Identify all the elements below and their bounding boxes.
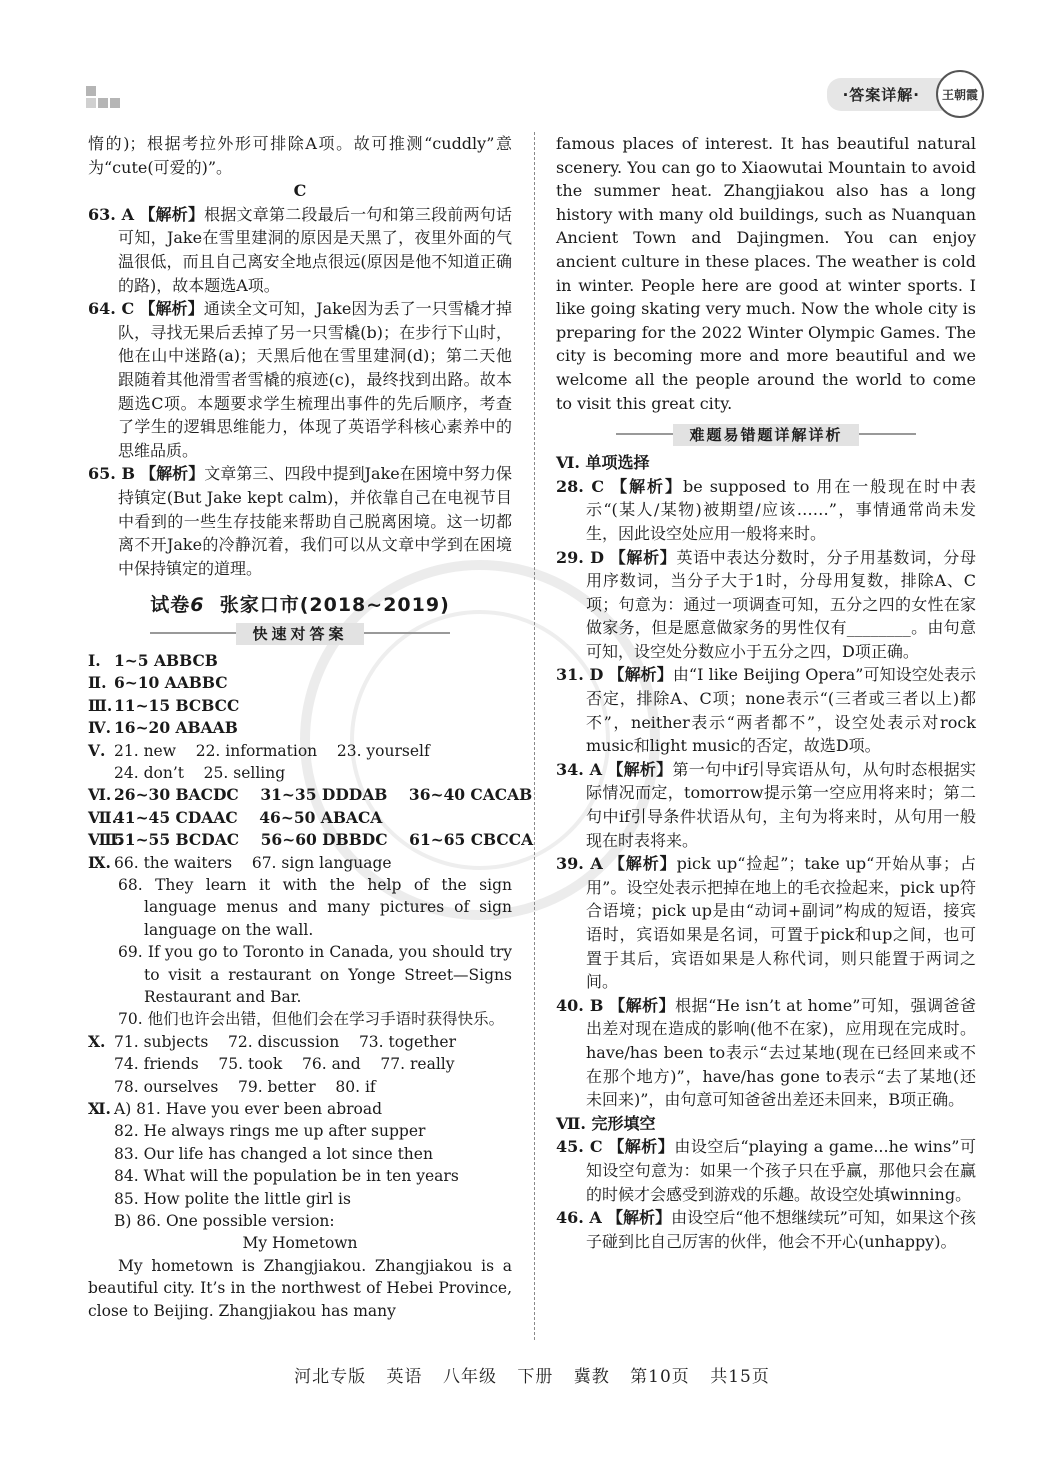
answer-row <box>88 1210 512 1232</box>
roman-numeral: Ⅴ. <box>88 740 106 760</box>
answer-row <box>88 762 512 784</box>
analysis-tag: 【解析】 <box>139 299 204 319</box>
question-number: 39. A <box>556 854 603 874</box>
roman-numeral: Ⅷ. <box>88 830 123 850</box>
analysis-text: pick up“捡起”；take up“开始从事；占用”。设空处表示把掉在地上的毛衣捡起来，pick up符合语境；pick up是由“动词+副词”构成的短语，接宾语时，宾语如果是名词，可置于pick和up之间，也可置于其后，宾语如果是人称代词，则只能置于两词之间。 <box>586 854 976 992</box>
roman-numeral: Ⅸ. <box>88 852 111 872</box>
roman-numeral: Ⅲ. <box>88 695 113 715</box>
answer-row <box>88 672 512 694</box>
answer-text: 83. Our life has changed a lot since then <box>114 1144 433 1163</box>
answer-row <box>88 1076 512 1098</box>
answer-row <box>88 1031 512 1053</box>
essay-continued: famous places of interest. It has beautiful natural scenery. You can go to Xiaowutai Mountain to avoid the summer heat. Zhangjiakou also has a long history with many old buildings, such as Nuanquan Ancient Town and Dajingmen. You can enjoy ancient culture in these places. The weather is cold in winter. People here are good at winter sports. I like going skating very much. Now the whole city is preparing for the 2022 Winter Olympic Games. The city is becoming more and more beautiful and we welcome all the people around the world to come to visit this great city. <box>556 134 976 413</box>
answer-text: 6~10 AABBC <box>114 673 228 693</box>
roman-numeral <box>88 1143 114 1165</box>
essay-text: My hometown is Zhangjiakou. Zhangjiakou is a beautiful city. It’s in the northwest of Hebei Province, close to Beijing. Zhangjiakou has many <box>88 1256 512 1320</box>
answer-row <box>88 829 534 851</box>
analysis-text: 英语中表达分数时，分子用基数词，分母用序数词，当分子大于1时，分母用复数，排除A、C项；句意为：通过一项调查可知，五分之四的女性在家做家务，但是愿意做家务的男性仅有________。由句意可知，设空处分数应小于五分之四，D项正确。 <box>586 547 976 661</box>
answer-text: 78. ourselves 79. better 80. if <box>114 1077 376 1096</box>
question-number: 64. C <box>88 299 135 319</box>
essay-title: My Hometown <box>242 1234 358 1253</box>
answer-row <box>88 1143 512 1165</box>
question-29 <box>556 546 976 664</box>
analysis-text: 第一句中if引导宾语从句，从句时态根据实际情况而定，tomorrow提示第一空应用将来时；第二句中if引导条件状语从句，主句为将来时，从句用一般现在时表将来。 <box>586 759 976 850</box>
question-45 <box>556 1135 976 1206</box>
question-39 <box>556 852 976 994</box>
answer-list <box>88 650 534 1322</box>
question-31 <box>556 663 976 757</box>
analysis-tag: 【解析】 <box>611 476 683 496</box>
roman-numeral <box>88 1053 114 1075</box>
answer-text: 11~15 BCBCC <box>114 695 240 715</box>
answer-text: 71. subjects 72. discussion 73. together <box>114 1032 456 1051</box>
question-28 <box>556 475 976 546</box>
analysis-tag: 【解析】 <box>140 464 205 484</box>
footer-publisher: 冀教 <box>573 1367 610 1387</box>
answer-row <box>88 1120 512 1142</box>
answer-row <box>88 1098 512 1120</box>
roman-numeral <box>88 1076 114 1098</box>
answer-text: 85. How polite the little girl is <box>114 1189 351 1208</box>
answer-text: 84. What will the population be in ten years <box>114 1167 459 1186</box>
analysis-text: 由设空后“playing a game...he wins”可知设空句意为：如果一个孩子只在乎赢，那他只会在赢的时候才会感受到游戏的乐趣。故设空处填winning。 <box>586 1137 976 1204</box>
question-64 <box>88 297 512 462</box>
analysis-text: 根据文章第二段最后一句和第三段前两句话可知，Jake在雪里建洞的原因是天黑了，夜里外面的气温很低，而且自己离安全地点很远(原因是他不知道正确的路)，故本题选A项。 <box>118 204 512 295</box>
roman-numeral <box>88 1120 114 1142</box>
footer-page: 第10页 <box>630 1367 690 1387</box>
footer-subject: 英语 <box>386 1367 423 1387</box>
roman-numeral: Ⅱ. <box>88 673 107 693</box>
answer-text: 16~20 ABAAB <box>114 718 238 738</box>
question-number: 29. D <box>556 547 604 567</box>
answer-68: 68. They learn it with the help of the sign language menus and many pictures of sign language on the wall. <box>118 875 512 939</box>
left-column <box>88 132 534 1322</box>
answer-row <box>88 717 512 739</box>
roman-numeral <box>88 1210 114 1232</box>
roman-numeral <box>88 1188 114 1210</box>
footer-edition: 河北专版 <box>294 1367 367 1387</box>
analysis-tag: 【解析】 <box>608 665 673 685</box>
question-65 <box>88 462 512 580</box>
analysis-tag: 【解析】 <box>609 995 676 1015</box>
analysis-tag: 【解析】 <box>608 854 677 874</box>
test-title <box>88 594 512 618</box>
answer-text: 74. friends 75. took 76. and 77. really <box>114 1055 455 1074</box>
footer-total: 共15页 <box>710 1367 770 1387</box>
section-c-heading: C <box>293 181 307 201</box>
question-number: 34. A <box>556 759 603 779</box>
answer-row <box>88 650 512 672</box>
continued-line: 惰的)；根据考拉外形可排除A项。故可推测“cuddly”意为“cute(可爱的)”。 <box>88 134 512 177</box>
analysis-tag: 【解析】 <box>606 1208 672 1228</box>
answer-70: 70. 他们也许会出错，但他们会在学习手语时获得快乐。 <box>118 1010 505 1029</box>
roman-numeral: Ⅵ. <box>88 785 112 805</box>
answer-text: 21. new 22. information 23. yourself <box>114 741 430 760</box>
analysis-text: 文章第三、四段中提到Jake在困境中努力保持镇定(But Jake kept calm)，并依靠自己在电视节目中看到的一些生存技能来帮助自己脱离困境。这一切都离不开Jake的冷静沉着，我们可以从文章中学到在困境中保持镇定的道理。 <box>118 464 512 578</box>
section-vi-heading: Ⅵ. 单项选择 <box>556 453 650 473</box>
banner-text: 快速对答案 <box>236 623 363 645</box>
analysis-text: 根据“He isn’t at home”可知，强调爸爸出差对现在造成的影响(他不在家)，应用现在完成时。have/has been to表示“去过某地(现在已经回来或不在那个地方)”，have/has gone to表示“去了某地(还未回来)”，由句意可知爸爸出差还未回来，B项正确。 <box>586 995 976 1110</box>
right-column <box>556 132 976 1253</box>
question-34 <box>556 758 976 852</box>
footer-volume: 下册 <box>517 1367 554 1387</box>
question-number: 65. B <box>88 464 135 484</box>
question-number: 46. A <box>556 1208 602 1228</box>
question-number: 63. A <box>88 204 135 224</box>
answer-row <box>88 852 512 874</box>
roman-numeral <box>88 1165 114 1187</box>
answer-explanation-label: ·答案详解· <box>827 78 942 111</box>
question-63 <box>88 203 512 297</box>
answer-text: B) 86. One possible version: <box>114 1212 335 1231</box>
difficult-questions-banner <box>616 423 916 445</box>
corner-decoration <box>86 86 120 110</box>
publisher-logo: 王朝霞 <box>936 70 984 118</box>
roman-numeral: Ⅹ. <box>88 1031 106 1051</box>
analysis-text: be supposed to 用在一般现在时中表示“(某人/某物)被期望/应该……”，事情通常尚未发生，因此设空处应用一般将来时。 <box>586 476 976 543</box>
analysis-text: 由“I like Beijing Opera”可知设空处表示否定，排除A、C项；none表示“(三者或三者以上)都不”，neither表示“两者都不”，设空处表示对rock music和light music的否定，故选D项。 <box>586 665 976 756</box>
question-40 <box>556 994 976 1112</box>
question-number: 40. B <box>556 995 604 1015</box>
answer-text: 26~30 BACDC 31~35 DDDAB 36~40 CACAB <box>114 785 533 805</box>
answer-text: 82. He always rings me up after supper <box>114 1122 426 1141</box>
column-divider <box>534 132 535 1340</box>
roman-numeral: Ⅰ. <box>88 650 101 670</box>
quick-answers-banner <box>150 622 450 644</box>
section-vii-heading: Ⅶ. 完形填空 <box>556 1113 656 1133</box>
test-title-prefix: 试卷 <box>150 594 191 617</box>
analysis-text: 由设空后“他不想继续玩”可知，如果这个孩子碰到比自己厉害的伙伴，他会不开心(unhappy)。 <box>586 1208 976 1251</box>
footer-grade: 八年级 <box>442 1367 497 1387</box>
answer-row <box>88 740 512 762</box>
question-46 <box>556 1206 976 1253</box>
question-number: 45. C <box>556 1137 603 1157</box>
answer-row <box>88 1053 512 1075</box>
test-title-city: 张家口市(2018~2019) <box>219 594 450 617</box>
answer-row <box>88 1188 512 1210</box>
answer-row <box>88 807 512 829</box>
answer-row <box>88 695 512 717</box>
analysis-tag: 【解析】 <box>139 204 205 224</box>
analysis-tag: 【解析】 <box>607 759 673 779</box>
roman-numeral: Ⅶ. <box>88 807 118 827</box>
answer-text: 51~55 BCDAC 56~60 DBBDC 61~65 CBCCA <box>114 830 534 850</box>
answer-row <box>88 1165 512 1187</box>
analysis-tag: 【解析】 <box>609 547 677 567</box>
answer-text: 66. the waiters 67. sign language <box>114 853 392 872</box>
header-badge <box>827 70 984 118</box>
test-title-number: 6 <box>190 594 205 617</box>
answer-text: 24. don’t 25. selling <box>114 763 286 782</box>
roman-numeral: Ⅺ. <box>88 1099 111 1118</box>
banner-text: 难题易错题详解详析 <box>673 424 858 446</box>
roman-numeral <box>88 762 114 784</box>
answer-69: 69. If you go to Toronto in Canada, you should try to visit a restaurant on Yonge Street—Signs Restaurant and Bar. <box>118 943 512 1006</box>
question-number: 28. C <box>556 476 605 496</box>
answer-row <box>88 784 533 806</box>
page-footer <box>0 1362 1064 1387</box>
analysis-text: 通读全文可知，Jake因为丢了一只雪橇才掉队，寻找无果后丢掉了另一只雪橇(b)；在步行下山时，他在山中迷路(a)；天黑后他在雪里建洞(d)；第二天他跟随着其他滑雪者雪橇的痕迹(c)，最终找到出路。故本题选C项。本题要求学生梳理出事件的先后顺序，考查了学生的逻辑思维能力，体现了英语学科核心素养中的思维品质。 <box>118 299 513 460</box>
answer-text: 41~45 CDAAC 46~50 ABACA <box>114 807 383 827</box>
roman-numeral: Ⅳ. <box>88 718 111 738</box>
answer-text: A) 81. Have you ever been abroad <box>114 1100 383 1118</box>
answer-text: 1~5 ABBCB <box>114 650 218 670</box>
analysis-tag: 【解析】 <box>608 1137 675 1157</box>
question-number: 31. D <box>556 665 604 685</box>
